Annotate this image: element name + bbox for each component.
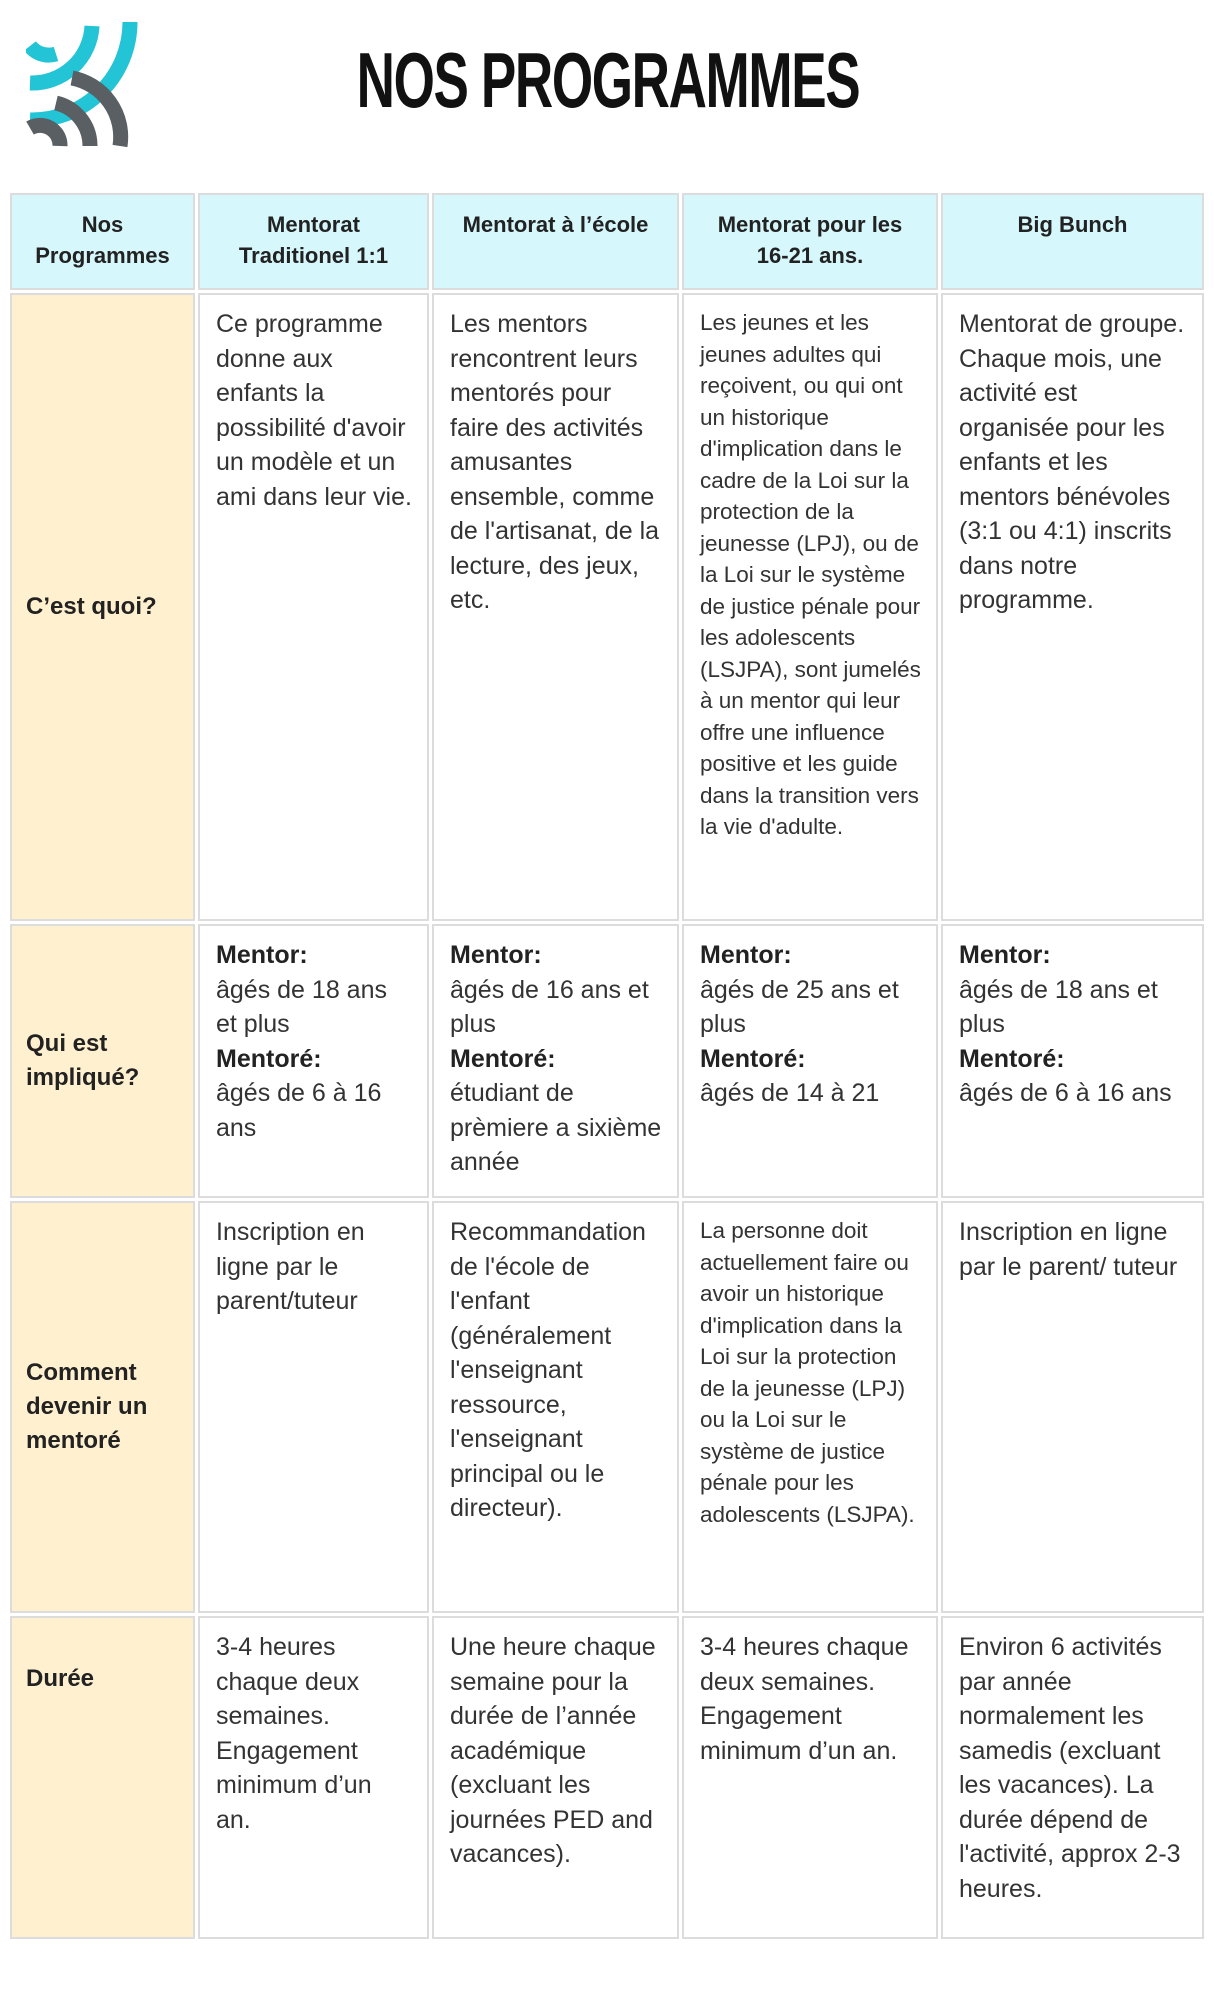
cell-comment-ecole: Recommandation de l'école de l'enfant (généralement l'enseignant ressource, l'enseignant principal ou le directeur). <box>432 1201 679 1613</box>
cell-comment-16-21: La personne doit actuellement faire ou avoir un historique d'implication dans la Loi sur la protection de la jeunesse (LPJ) ou la Loi sur le système de justice pénale pour les adolescents (LSJPA). <box>682 1201 938 1613</box>
mentor-label: Mentor: <box>700 941 792 969</box>
page-title: NOS PROGRAMMES <box>356 36 860 124</box>
mentor-age: âgés de 18 ans et plus <box>216 975 387 1038</box>
row-label-text: Durée <box>26 1665 95 1692</box>
mentore-label: Mentoré: <box>700 1044 806 1073</box>
cell-quoi-16-21: Les jeunes et les jeunes adultes qui reçoivent, ou qui ont un historique d'implication dans le cadre de la Loi sur la protection de la jeunesse (LPJ), ou de la Loi sur le système de justice pénale pour les adolescents (LSJPA), sont jumelés à un mentor qui leur offre une influence positive et les guide dans la transition vers la vie d'adulte. <box>682 293 938 921</box>
header-mentorat-ecole: Mentorat à l’école <box>432 193 679 290</box>
mentore-label: Mentoré: <box>450 1044 556 1073</box>
cell-qui-big-bunch <box>941 924 1204 1198</box>
mentore-label: Mentoré: <box>216 1044 322 1073</box>
cell-qui-ecole <box>432 924 679 1198</box>
mentore-age: âgés de 14 à 21 <box>700 1079 880 1107</box>
row-label-text: C’est quoi? <box>26 593 157 620</box>
cell-duree-16-21: 3-4 heures chaque deux semaines. Engagement minimum d’un an. <box>682 1616 938 1939</box>
mentor-label: Mentor: <box>959 941 1051 969</box>
row-label-qui-est-implique <box>10 924 195 1198</box>
mentore-age: âgés de 6 à 16 ans <box>959 1079 1172 1107</box>
cell-quoi-ecole: Les mentors rencontrent leurs mentorés pour faire des activités amusantes ensemble, comme de l'artisanat, de la lecture, des jeux, etc. <box>432 293 679 921</box>
arcs-logo-icon <box>26 18 144 156</box>
row-label-comment-devenir <box>10 1201 195 1613</box>
cell-duree-traditionel: 3-4 heures chaque deux semaines. Engagement minimum d’un an. <box>198 1616 429 1939</box>
header-big-bunch: Big Bunch <box>941 193 1204 290</box>
header-nos-programmes: Nos Programmes <box>10 193 195 290</box>
mentore-age: âgés de 6 à 16 ans <box>216 1079 382 1142</box>
row-label-cest-quoi <box>10 293 195 921</box>
cell-quoi-traditionel: Ce programme donne aux enfants la possibilité d'avoir un modèle et un ami dans leur vie. <box>198 293 429 921</box>
cell-comment-traditionel: Inscription en ligne par le parent/tuteur <box>198 1201 429 1613</box>
cell-quoi-big-bunch: Mentorat de groupe. Chaque mois, une activité est organisée pour les enfants et les mentors bénévoles (3:1 ou 4:1) inscrits dans notre programme. <box>941 293 1204 921</box>
cell-qui-traditionel <box>198 924 429 1198</box>
mentore-label: Mentoré: <box>959 1044 1065 1073</box>
mentor-age: âgés de 25 ans et plus <box>700 975 899 1038</box>
mentor-age: âgés de 16 ans et plus <box>450 975 649 1038</box>
row-label-text: Qui est impliqué? <box>26 1030 140 1091</box>
cell-duree-big-bunch: Environ 6 activités par année normalement les samedis (excluant les vacances). La durée dépend de l'activité, approx 2-3 heures. <box>941 1616 1204 1939</box>
header-mentorat-traditionel: Mentorat Traditionel 1:1 <box>198 193 429 290</box>
mentor-label: Mentor: <box>216 941 308 969</box>
cell-duree-ecole: Une heure chaque semaine pour la durée de l’année académique (excluant les journées PED and vacances). <box>432 1616 679 1939</box>
header-mentorat-16-21: Mentorat pour les 16-21 ans. <box>682 193 938 290</box>
mentore-age: étudiant de prèmiere a sixième année <box>450 1079 662 1176</box>
mentor-age: âgés de 18 ans et plus <box>959 975 1158 1038</box>
cell-comment-big-bunch: Inscription en ligne par le parent/ tuteur <box>941 1201 1204 1613</box>
mentor-label: Mentor: <box>450 941 542 969</box>
row-label-text: Comment devenir un mentoré <box>26 1359 148 1454</box>
cell-qui-16-21 <box>682 924 938 1198</box>
row-label-duree <box>10 1616 195 1939</box>
